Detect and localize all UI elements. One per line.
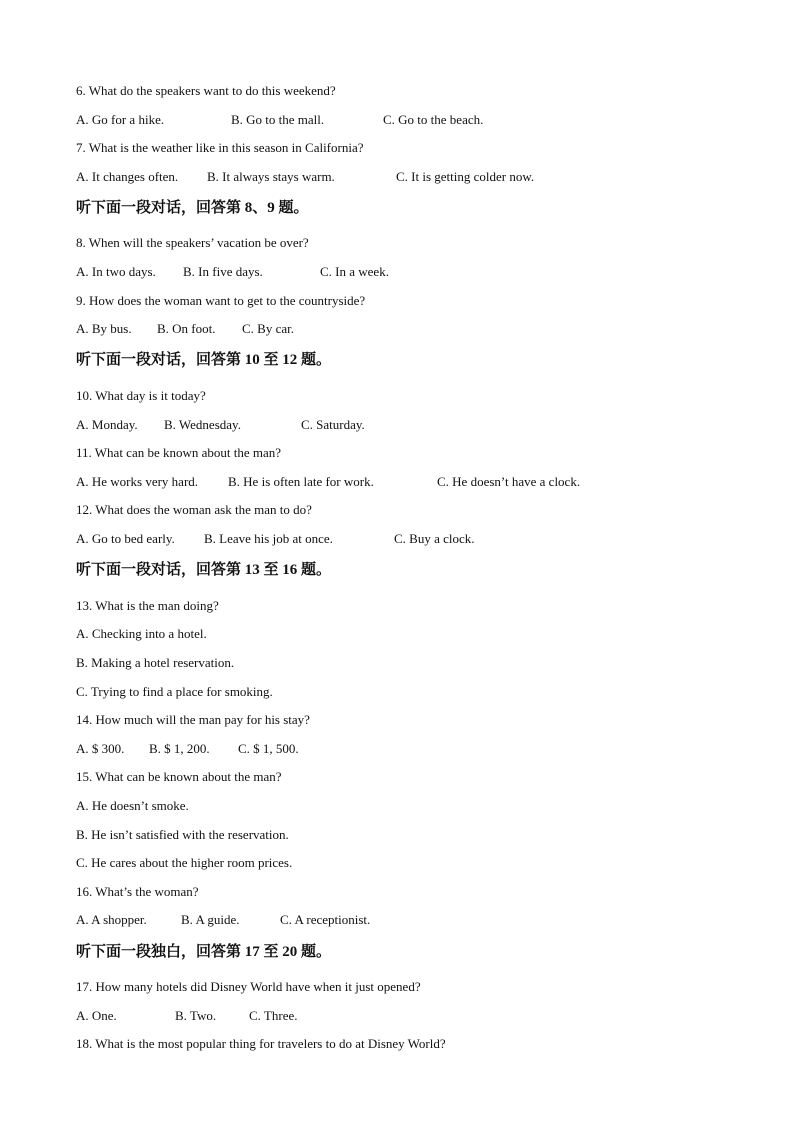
option-a: A. In two days. (76, 264, 156, 279)
question-18: 18. What is the most popular thing for travelers to do at Disney World? (76, 1036, 446, 1051)
option-a: A. A shopper. (76, 912, 147, 927)
option-b: B. $ 1, 200. (149, 741, 210, 756)
question-8: 8. When will the speakers’ vacation be over? (76, 235, 309, 250)
option-b: B. He is often late for work. (228, 474, 374, 489)
question-13: 13. What is the man doing? (76, 598, 219, 613)
question-12: 12. What does the woman ask the man to do? (76, 502, 312, 517)
option-a: A. One. (76, 1008, 117, 1023)
option-b: B. Wednesday. (164, 417, 241, 432)
option-c: C. He doesn’t have a clock. (437, 474, 581, 489)
question-7: 7. What is the weather like in this season in California? (76, 140, 364, 155)
option-a: A. Go for a hike. (76, 112, 165, 127)
option-a: A. He doesn’t smoke. (76, 798, 189, 813)
option-b: B. A guide. (181, 912, 240, 927)
option-c: C. Saturday. (301, 417, 365, 432)
option-b: B. In five days. (183, 264, 263, 279)
option-a: A. Go to bed early. (76, 531, 175, 546)
option-b: B. Go to the mall. (231, 112, 325, 127)
section-heading: 听下面一段独白，回答第 17 至 20 题。 (76, 944, 332, 960)
question-15: 15. What can be known about the man? (76, 769, 282, 784)
option-a: A. $ 300. (76, 741, 125, 756)
option-a: A. He works very hard. (76, 474, 199, 489)
section-heading: 听下面一段对话，回答第 10 至 12 题。 (76, 352, 332, 368)
option-b: B. It always stays warm. (207, 169, 335, 184)
question-17: 17. How many hotels did Disney World have when it just opened? (76, 979, 421, 994)
option-c: C. Three. (249, 1008, 298, 1023)
option-c: C. Go to the beach. (383, 112, 484, 127)
option-c: C. Trying to find a place for smoking. (76, 684, 273, 699)
question-11: 11. What can be known about the man? (76, 445, 282, 460)
option-c: C. In a week. (320, 264, 389, 279)
question-6: 6. What do the speakers want to do this weekend? (76, 83, 336, 98)
option-a: A. Checking into a hotel. (76, 626, 207, 641)
option-a: A. Monday. (76, 417, 138, 432)
option-a: A. It changes often. (76, 169, 179, 184)
option-b: B. He isn’t satisfied with the reservation. (76, 827, 289, 842)
question-14: 14. How much will the man pay for his stay? (76, 712, 310, 727)
option-c: C. Buy a clock. (394, 531, 475, 546)
option-b: B. On foot. (157, 321, 216, 336)
question-10: 10. What day is it today? (76, 388, 206, 403)
option-a: A. By bus. (76, 321, 132, 336)
section-heading: 听下面一段对话，回答第 8、9 题。 (76, 200, 309, 216)
option-c: C. $ 1, 500. (238, 741, 299, 756)
option-b: B. Two. (175, 1008, 217, 1023)
option-c: C. He cares about the higher room prices. (76, 855, 293, 870)
option-b: B. Making a hotel reservation. (76, 655, 235, 670)
option-c: C. By car. (242, 321, 294, 336)
option-c: C. It is getting colder now. (396, 169, 535, 184)
option-c: C. A receptionist. (280, 912, 371, 927)
question-9: 9. How does the woman want to get to the countryside? (76, 293, 366, 308)
section-heading: 听下面一段对话，回答第 13 至 16 题。 (76, 562, 332, 578)
option-b: B. Leave his job at once. (204, 531, 333, 546)
question-16: 16. What’s the woman? (76, 884, 199, 899)
